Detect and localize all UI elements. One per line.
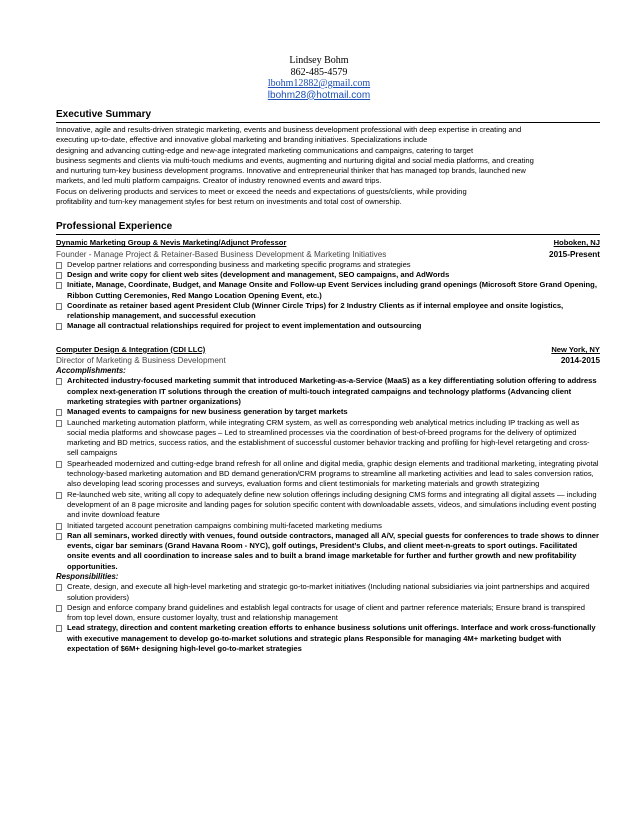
email-link-primary[interactable]: lbohm12882@gmail.com xyxy=(267,78,371,89)
job-title: Founder - Manage Project & Retainer-Based Business Development & Marketing Initiatives xyxy=(56,249,387,259)
responsibilities-list xyxy=(56,582,600,654)
bullet-item: Develop partner relations and corresponding business and marketing specific programs and strategies xyxy=(56,260,600,270)
experience-heading: Professional Experience xyxy=(56,220,600,235)
bullet-item: Manage all contractual relationships required for project to event implementation and outsourcing xyxy=(56,321,600,331)
summary-line: designing and advancing cutting-edge and new-age integrated marketing communications and campaigns, catering to target xyxy=(56,145,474,155)
bullet-box-icon xyxy=(56,323,62,330)
job-bullet-list xyxy=(56,260,600,332)
bullet-item: Design and enforce company brand guidelines and establish legal contracts for usage of client and partner reference materials; Ensure brand is transpired from top level down, ensure customer loyalty, trust and relationship management xyxy=(56,603,600,624)
bullet-item: Ran all seminars, worked directly with venues, found outside contractors, managed all A/V, special guests for conferences to trade shows to dinner events, cigar bar seminars (Grand Havana Room - NYC), golf outings, President’s Clubs, and client meet-n-greats to sport outings. Facilitated onsite events and all coordination to increase sales and to built a brand image marketable for further and further growth and new profitability opportunities. xyxy=(56,531,600,572)
summary-heading: Executive Summary xyxy=(56,108,600,123)
responsibilities-label: Responsibilities: xyxy=(56,571,119,581)
summary-line: markets, and led multi platform campaigns. Creator of industry renowned events and award trips. xyxy=(56,176,382,186)
bullet-item: Launched marketing automation platform, while integrating CRM system, as well as corresponding web analytical metrics including IP tracking as well as social media platforms and showcase pages – Led to streamlined processes via the coordination of best-of-breed programs for the delivery of optimized marketing and BD metrics, success ratios, and the establishment of successful customer behavior tracking and profiling for high-level retargeting and cross-sell campaigns xyxy=(56,418,600,459)
bullet-box-icon xyxy=(56,378,62,385)
accomplishments-label: Accomplishments: xyxy=(56,366,126,376)
bullet-box-icon xyxy=(56,303,62,310)
job-header xyxy=(56,238,600,248)
bullet-box-icon xyxy=(56,492,62,499)
bullet-item: Coordinate as retainer based agent President Club (Winner Circle Trips) for 2 Industry Clients as if internal employee and onsite logistics, relationship management, and successful execution xyxy=(56,301,600,322)
job-location: New York, NY xyxy=(551,344,600,354)
bullet-item: Architected industry-focused marketing summit that introduced Marketing-as-a-Service (MaaS) as a key differentiating solution offering to address complex next-generation IT solutions through the creation of multi-touch integrated campaigns and technology platforms (Advancing client marketing strategies with partner organizations) xyxy=(56,376,600,407)
summary-line: profitability and turn-key management styles for best return on investments and total cost of ownership. xyxy=(56,197,402,207)
summary-line: and nurturing turn-key business development programs. Innovative and entrepreneurial thinker that has managed top brands, launched new xyxy=(56,166,526,176)
bullet-box-icon xyxy=(56,461,62,468)
summary-line: executing up-to-date, effective and innovative global marketing and branding initiatives. Specializations include xyxy=(56,135,428,145)
summary-line: business segments and clients via multi-touch mediums and events, augmenting and nurturing digital and social media platforms, and creating xyxy=(56,155,534,165)
bullet-item: Lead strategy, direction and content marketing creation efforts to enhance business solutions unit offerings. Interface and work cross-functionally with executive management to develop go-to-market solutions and strategic plans Responsible for managing 4M+ marketing budget with expectation of $6M+ designing high-level go-to-market strategies xyxy=(56,623,600,654)
bullet-box-icon xyxy=(56,584,62,591)
bullet-item: Create, design, and execute all high-level marketing and strategic go-to-market initiatives (Including national subsidiaries via joint partnerships and acquired solution providers) xyxy=(56,582,600,603)
job-role-row xyxy=(56,355,600,366)
bullet-box-icon xyxy=(56,533,62,540)
bullet-box-icon xyxy=(56,282,62,289)
job-title: Director of Marketing & Business Development xyxy=(56,356,226,366)
company-name: Computer Design & Integration (CDI LLC) xyxy=(56,344,206,354)
company-name: Dynamic Marketing Group & Nevis Marketing/Adjunct Professor xyxy=(56,238,287,248)
job-header xyxy=(56,345,600,355)
bullet-item: Re-launched web site, writing all copy to adequately define new solution offerings including designing CMS forms and integrating all digital assets — including development of an 8 page microsite and landing pages for solution specific content with downloadable assets, videos, and simulations including event posting and invite download feature xyxy=(56,490,600,521)
email-link-secondary[interactable]: lbohm28@hotmail.com xyxy=(267,89,371,101)
bullet-box-icon xyxy=(56,605,62,612)
bullet-box-icon xyxy=(56,523,62,530)
job-dates: 2014-2015 xyxy=(560,356,600,366)
contact-header xyxy=(0,55,638,101)
summary-paragraph xyxy=(56,125,600,207)
bullet-box-icon xyxy=(56,420,62,427)
bullet-item: Managed events to campaigns for new business generation by target markets xyxy=(56,407,600,417)
candidate-name: Lindsey Bohm xyxy=(289,55,349,66)
summary-line: Focus on delivering products and services to meet or exceed the needs and expectations of guests/clients, while providing xyxy=(56,186,467,196)
job-role-row xyxy=(56,249,600,260)
job-location: Hoboken, NJ xyxy=(553,238,600,248)
bullet-box-icon xyxy=(56,409,62,416)
phone-number: 862-485-4579 xyxy=(290,66,348,78)
job-dates: 2015-Present xyxy=(549,249,600,259)
bullet-item: Initiated targeted account penetration campaigns combining multi-faceted marketing mediums xyxy=(56,521,600,531)
bullet-item: Initiate, Manage, Coordinate, Budget, and Manage Onsite and Follow-up Event Services including grand openings (Microsoft Store Grand Opening, Ribbon Cutting Ceremonies, Red Mango Location Opening Event, etc.) xyxy=(56,280,600,301)
bullet-box-icon xyxy=(56,262,62,269)
bullet-box-icon xyxy=(56,272,62,279)
accomplishments-list xyxy=(56,376,600,572)
summary-line: Innovative, agile and results-driven strategic marketing, events and business development professional with deep expertise in creating and xyxy=(56,125,522,134)
bullet-box-icon xyxy=(56,625,62,632)
resume-body xyxy=(56,108,600,654)
bullet-item: Design and write copy for client web sites (development and management, SEO campaigns, and AdWords xyxy=(56,270,600,280)
bullet-item: Spearheaded modernized and cutting-edge brand refresh for all online and digital media, graphic design elements and traditional marketing, integrating pivotal technology-based marketing automation and BD demand generation/CRM programs to streamline all marketing activities and lead to sales conversion ratios, also developing lead scoring processes and surveys, evaluation forms and client testimonials for marketing materials and growth strategizing xyxy=(56,459,600,490)
